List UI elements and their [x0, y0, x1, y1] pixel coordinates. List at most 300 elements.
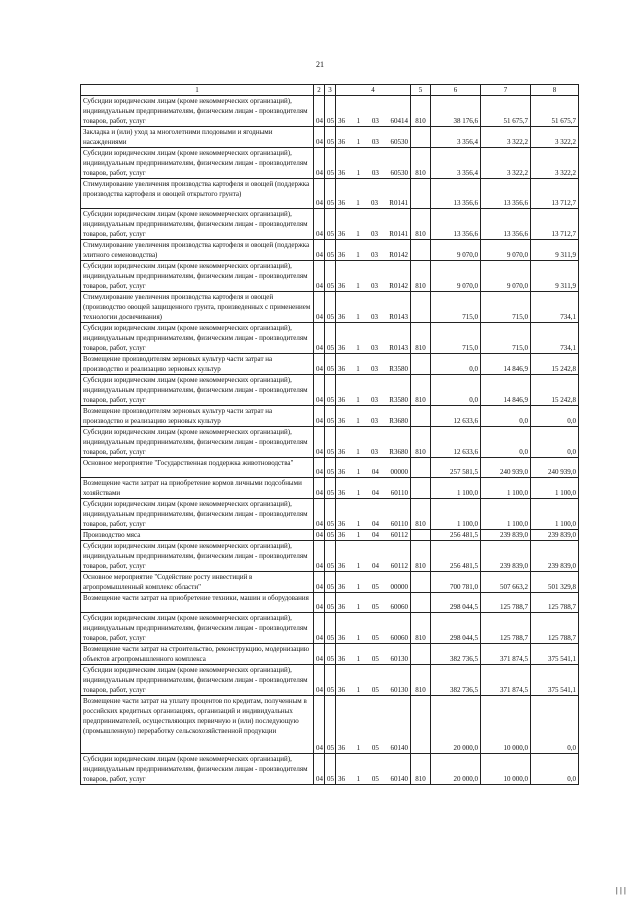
section-code-cell: 04	[314, 148, 325, 179]
target-code-cell	[336, 665, 411, 696]
expense-type-cell: 810	[411, 209, 431, 240]
table-row	[81, 406, 579, 427]
section-code-cell: 04	[314, 458, 325, 478]
subsection-code-cell: 05	[325, 499, 336, 530]
table-row	[81, 127, 579, 148]
amount-year2-cell: 14 846,9	[481, 375, 531, 406]
expense-type-cell	[411, 240, 431, 261]
table-row	[81, 240, 579, 261]
amount-year2-cell: 3 322,2	[481, 127, 531, 148]
target-code-part: 36	[338, 744, 345, 752]
subsection-code-cell: 05	[325, 754, 336, 785]
amount-year3-cell: 734,1	[531, 292, 579, 323]
amount-year3-cell: 1 100,0	[531, 478, 579, 499]
target-code-part: R3680	[389, 417, 408, 425]
target-code-part: 36	[338, 230, 345, 238]
amount-year3-cell: 3 322,2	[531, 148, 579, 179]
amount-year3-cell: 15 242,8	[531, 354, 579, 375]
table-row	[81, 613, 579, 644]
target-code-cell	[336, 478, 411, 499]
target-code-part: 36	[338, 686, 345, 694]
amount-year1-cell: 298 044,5	[431, 613, 481, 644]
section-code-cell: 04	[314, 613, 325, 644]
row-name-cell: Субсидии юридическим лицам (кроме некоммерческих организаций), индивидуальным предпринимателям, физическим лицам - производителям товаров, работ, услуг	[81, 323, 314, 354]
expense-type-cell: 810	[411, 613, 431, 644]
target-code-part: 60140	[390, 775, 408, 783]
amount-year2-cell: 715,0	[481, 323, 531, 354]
table-row	[81, 179, 579, 209]
target-code-part: 03	[371, 396, 379, 404]
amount-year3-cell: 375 541,1	[531, 644, 579, 665]
subsection-code-cell: 05	[325, 354, 336, 375]
amount-year2-cell: 125 788,7	[481, 613, 531, 644]
target-code-part: 36	[338, 396, 345, 404]
target-code-part: 60130	[390, 686, 408, 694]
amount-year1-cell: 3 356,4	[431, 127, 481, 148]
target-code-part: 60140	[390, 744, 408, 752]
row-name-cell: Субсидии юридическим лицам (кроме некоммерческих организаций), индивидуальным предпринимателям, физическим лицам - производителям товаров, работ, услуг	[81, 209, 314, 240]
target-code-part: 03	[371, 365, 379, 373]
section-code-cell: 04	[314, 292, 325, 323]
target-code-part: 60112	[390, 562, 408, 570]
target-code-part: 1	[356, 531, 361, 539]
target-code-cell	[336, 593, 411, 613]
target-code-part: 1	[356, 468, 361, 476]
target-code-part: 1	[356, 686, 361, 694]
target-code-part: 36	[338, 448, 345, 456]
amount-year2-cell: 371 874,5	[481, 644, 531, 665]
amount-year2-cell: 1 100,0	[481, 499, 531, 530]
section-code-cell: 04	[314, 572, 325, 593]
target-code-part: 60110	[390, 520, 408, 528]
amount-year2-cell: 10 000,0	[481, 696, 531, 754]
target-code-part: 03	[371, 448, 379, 456]
amount-year3-cell: 3 322,2	[531, 127, 579, 148]
target-code-part: R3680	[389, 448, 408, 456]
target-code-part: 03	[371, 417, 379, 425]
row-name-cell: Субсидии юридическим лицам (кроме некоммерческих организаций), индивидуальным предпринимателям, физическим лицам - производителям товаров, работ, услуг	[81, 375, 314, 406]
section-code-cell: 04	[314, 354, 325, 375]
subsection-code-cell: 05	[325, 572, 336, 593]
section-code-cell: 04	[314, 209, 325, 240]
amount-year2-cell: 51 675,7	[481, 96, 531, 127]
section-code-cell: 04	[314, 499, 325, 530]
target-code-part: R3580	[389, 396, 408, 404]
amount-year1-cell: 256 481,5	[431, 530, 481, 541]
row-name-cell: Производство мяса	[81, 530, 314, 541]
target-code-part: R0143	[389, 344, 408, 352]
expense-type-cell: 810	[411, 665, 431, 696]
expense-type-cell	[411, 179, 431, 209]
subsection-code-cell: 05	[325, 541, 336, 572]
subsection-code-cell: 05	[325, 458, 336, 478]
expense-type-cell	[411, 530, 431, 541]
subsection-code-cell: 05	[325, 127, 336, 148]
expense-type-cell: 810	[411, 96, 431, 127]
row-name-cell: Субсидии юридическим лицам (кроме некоммерческих организаций), индивидуальным предпринимателям, физическим лицам - производителям товаров, работ, услуг	[81, 499, 314, 530]
row-name-cell: Возмещение части затрат на приобретение техники, машин и оборудования	[81, 593, 314, 613]
expense-type-cell	[411, 458, 431, 478]
target-code-part: 1	[356, 634, 361, 642]
amount-year3-cell: 1 100,0	[531, 499, 579, 530]
row-name-cell: Субсидии юридическим лицам (кроме некоммерческих организаций), индивидуальным предпринимателям, физическим лицам - производителям товаров, работ, услуг	[81, 665, 314, 696]
amount-year1-cell: 382 736,5	[431, 644, 481, 665]
amount-year2-cell: 14 846,9	[481, 354, 531, 375]
target-code-part: 05	[371, 603, 379, 611]
column-header: 8	[531, 85, 579, 96]
row-name-cell: Возмещение части затрат на уплату процентов по кредитам, полученным в российских кредитных организациях, организаций и индивидуальных предпринимателей, осуществляющих первичную и (или) последующую (промышленную) переработку сельскохозяйственной продукции	[81, 696, 314, 754]
target-code-part: 36	[338, 313, 345, 321]
amount-year3-cell: 15 242,8	[531, 375, 579, 406]
subsection-code-cell: 05	[325, 406, 336, 427]
amount-year1-cell: 700 781,0	[431, 572, 481, 593]
target-code-cell	[336, 240, 411, 261]
row-name-cell: Возмещение производителям зерновых культур части затрат на производство и реализацию зерновых культур	[81, 406, 314, 427]
amount-year3-cell: 240 939,0	[531, 458, 579, 478]
target-code-part: 36	[338, 138, 345, 146]
target-code-part: 36	[338, 562, 345, 570]
target-code-part: 1	[356, 448, 360, 456]
amount-year3-cell: 734,1	[531, 323, 579, 354]
table-row	[81, 354, 579, 375]
target-code-part: 36	[338, 169, 345, 177]
expense-type-cell: 810	[411, 427, 431, 458]
target-code-cell	[336, 261, 411, 292]
row-name-cell: Стимулирование увеличения производства картофеля и овощей (поддержка производства картофеля и овощей открытого грунта)	[81, 179, 314, 209]
amount-year1-cell: 1 100,0	[431, 478, 481, 499]
amount-year2-cell: 0,0	[481, 406, 531, 427]
subsection-code-cell: 05	[325, 292, 336, 323]
amount-year3-cell: 239 839,0	[531, 530, 579, 541]
row-name-cell: Возмещение части затрат на строительство, реконструкцию, модернизацию объектов агропромышленного комплекса	[81, 644, 314, 665]
subsection-code-cell: 05	[325, 644, 336, 665]
target-code-part: 03	[371, 199, 379, 207]
table-row	[81, 499, 579, 530]
expense-type-cell	[411, 644, 431, 665]
target-code-part: 1	[356, 603, 361, 611]
target-code-part: 05	[371, 634, 379, 642]
target-code-cell	[336, 148, 411, 179]
target-code-part: 60112	[390, 531, 408, 539]
column-header: 7	[481, 85, 531, 96]
target-code-cell	[336, 541, 411, 572]
row-name-cell: Стимулирование увеличения производства картофеля и овощей (поддержка элитного семеноводства)	[81, 240, 314, 261]
expense-type-cell: 810	[411, 375, 431, 406]
expense-type-cell	[411, 478, 431, 499]
row-name-cell: Субсидии юридическим лицам (кроме некоммерческих организаций), индивидуальным предпринимателям, физическим лицам - производителям товаров, работ, услуг	[81, 148, 314, 179]
target-code-part: R0142	[389, 282, 408, 290]
target-code-cell	[336, 644, 411, 665]
target-code-part: 1	[356, 520, 361, 528]
row-name-cell: Субсидии юридическим лицам (кроме некоммерческих организаций), индивидуальным предпринимателям, физическим лицам - производителям товаров, работ, услуг	[81, 261, 314, 292]
expense-type-cell	[411, 572, 431, 593]
section-code-cell: 04	[314, 478, 325, 499]
amount-year3-cell: 239 839,0	[531, 541, 579, 572]
target-code-part: 1	[356, 583, 361, 591]
target-code-part: 36	[338, 603, 345, 611]
amount-year1-cell: 20 000,0	[431, 754, 481, 785]
amount-year3-cell: 0,0	[531, 696, 579, 754]
amount-year1-cell: 12 633,6	[431, 406, 481, 427]
amount-year2-cell: 125 788,7	[481, 593, 531, 613]
amount-year1-cell: 715,0	[431, 323, 481, 354]
table-row	[81, 754, 579, 785]
target-code-part: 36	[338, 417, 345, 425]
column-header: 5	[411, 85, 431, 96]
target-code-part: 04	[372, 562, 379, 570]
section-code-cell: 04	[314, 541, 325, 572]
target-code-part: 60530	[390, 138, 408, 146]
amount-year2-cell: 13 356,6	[481, 179, 531, 209]
target-code-part: 05	[371, 686, 379, 694]
target-code-cell	[336, 613, 411, 644]
target-code-cell	[336, 292, 411, 323]
amount-year2-cell: 715,0	[481, 292, 531, 323]
amount-year1-cell: 13 356,6	[431, 209, 481, 240]
row-name-cell: Основное мероприятие "Содействие росту инвестиций в агропромышленный комплекс области"	[81, 572, 314, 593]
table-row	[81, 427, 579, 458]
row-name-cell: Закладка и (или) уход за многолетними плодовыми и ягодными насаждениями	[81, 127, 314, 148]
target-code-part: 36	[338, 344, 345, 352]
row-name-cell: Субсидии юридическим лицам (кроме некоммерческих организаций), индивидуальным предпринимателям, физическим лицам - производителям товаров, работ, услуг	[81, 427, 314, 458]
target-code-part: 36	[338, 468, 345, 476]
target-code-part: 1	[356, 117, 361, 125]
amount-year1-cell: 20 000,0	[431, 696, 481, 754]
target-code-part: 60130	[390, 655, 408, 663]
amount-year3-cell: 0,0	[531, 427, 579, 458]
target-code-part: 1	[356, 489, 361, 497]
target-code-cell	[336, 354, 411, 375]
target-code-part: 1	[356, 744, 361, 752]
target-code-part: 60060	[390, 603, 408, 611]
table-row	[81, 209, 579, 240]
section-code-cell: 04	[314, 96, 325, 127]
target-code-part: 1	[356, 138, 361, 146]
table-row	[81, 478, 579, 499]
amount-year3-cell: 9 311,9	[531, 261, 579, 292]
section-code-cell: 04	[314, 427, 325, 458]
subsection-code-cell: 05	[325, 148, 336, 179]
subsection-code-cell: 05	[325, 323, 336, 354]
amount-year2-cell: 3 322,2	[481, 148, 531, 179]
target-code-part: 03	[371, 117, 379, 125]
amount-year3-cell: 501 329,8	[531, 572, 579, 593]
table-row	[81, 541, 579, 572]
target-code-part: 03	[371, 169, 379, 177]
amount-year1-cell: 9 070,0	[431, 240, 481, 261]
target-code-part: 03	[371, 230, 379, 238]
budget-table	[80, 84, 579, 785]
target-code-cell	[336, 499, 411, 530]
target-code-cell	[336, 458, 411, 478]
target-code-cell	[336, 427, 411, 458]
table-row	[81, 696, 579, 754]
target-code-part: 03	[371, 251, 379, 259]
column-header: 3	[325, 85, 336, 96]
table-body	[81, 96, 579, 785]
target-code-part: 36	[338, 117, 345, 125]
section-code-cell: 04	[314, 127, 325, 148]
amount-year3-cell: 9 311,9	[531, 240, 579, 261]
amount-year1-cell: 12 633,6	[431, 427, 481, 458]
amount-year3-cell: 125 788,7	[531, 613, 579, 644]
amount-year1-cell: 298 044,5	[431, 593, 481, 613]
expense-type-cell: 810	[411, 323, 431, 354]
section-code-cell: 04	[314, 530, 325, 541]
amount-year2-cell: 1 100,0	[481, 478, 531, 499]
column-header: 6	[431, 85, 481, 96]
row-name-cell: Возмещение части затрат на приобретение кормов личными подсобными хозяйствами	[81, 478, 314, 499]
target-code-part: 04	[372, 520, 379, 528]
target-code-part: R0143	[389, 313, 408, 321]
row-name-cell: Стимулирование увеличения производства картофеля и овощей (производство овощей защищенного грунта, произведенных с применением технологии досвечивания)	[81, 292, 314, 323]
target-code-part: 1	[356, 199, 360, 207]
amount-year1-cell: 715,0	[431, 292, 481, 323]
section-code-cell: 04	[314, 665, 325, 696]
table-header	[81, 85, 579, 96]
target-code-cell	[336, 375, 411, 406]
amount-year1-cell: 257 581,5	[431, 458, 481, 478]
subsection-code-cell: 05	[325, 179, 336, 209]
column-header: 4	[336, 85, 411, 96]
target-code-part: 1	[356, 562, 361, 570]
section-code-cell: 04	[314, 323, 325, 354]
target-code-part: 04	[372, 489, 379, 497]
subsection-code-cell: 05	[325, 209, 336, 240]
target-code-part: R0142	[389, 251, 408, 259]
target-code-part: 60110	[390, 489, 408, 497]
target-code-part: 04	[372, 531, 379, 539]
subsection-code-cell: 05	[325, 478, 336, 499]
target-code-cell	[336, 323, 411, 354]
expense-type-cell	[411, 696, 431, 754]
expense-type-cell	[411, 127, 431, 148]
amount-year1-cell: 256 481,5	[431, 541, 481, 572]
amount-year3-cell: 13 712,7	[531, 209, 579, 240]
amount-year1-cell: 0,0	[431, 375, 481, 406]
target-code-part: 36	[338, 655, 345, 663]
target-code-part: 36	[338, 583, 345, 591]
section-code-cell: 04	[314, 593, 325, 613]
subsection-code-cell: 05	[325, 375, 336, 406]
column-header: 1	[81, 85, 314, 96]
target-code-part: 05	[371, 655, 379, 663]
target-code-part: 1	[356, 251, 360, 259]
amount-year3-cell: 0,0	[531, 754, 579, 785]
amount-year1-cell: 1 100,0	[431, 499, 481, 530]
target-code-part: 03	[371, 138, 379, 146]
row-name-cell: Возмещение производителям зерновых культур части затрат на производство и реализацию зерновых культур	[81, 354, 314, 375]
target-code-cell	[336, 406, 411, 427]
amount-year2-cell: 10 000,0	[481, 754, 531, 785]
amount-year2-cell: 371 874,5	[481, 665, 531, 696]
amount-year1-cell: 382 736,5	[431, 665, 481, 696]
amount-year2-cell: 13 356,6	[481, 209, 531, 240]
target-code-part: 05	[371, 583, 379, 591]
target-code-part: 60530	[390, 169, 408, 177]
target-code-part: 1	[356, 365, 360, 373]
amount-year3-cell: 0,0	[531, 406, 579, 427]
table-row	[81, 572, 579, 593]
amount-year2-cell: 240 939,0	[481, 458, 531, 478]
expense-type-cell: 810	[411, 541, 431, 572]
subsection-code-cell: 05	[325, 593, 336, 613]
subsection-code-cell: 05	[325, 613, 336, 644]
target-code-cell	[336, 209, 411, 240]
amount-year2-cell: 507 663,2	[481, 572, 531, 593]
table-row	[81, 96, 579, 127]
target-code-part: 36	[338, 199, 345, 207]
subsection-code-cell: 05	[325, 427, 336, 458]
target-code-part: 1	[356, 282, 360, 290]
amount-year2-cell: 0,0	[481, 427, 531, 458]
table-row	[81, 323, 579, 354]
expense-type-cell	[411, 593, 431, 613]
target-code-cell	[336, 754, 411, 785]
target-code-part: 1	[356, 396, 360, 404]
amount-year3-cell: 13 712,7	[531, 179, 579, 209]
table-row	[81, 665, 579, 696]
target-code-cell	[336, 127, 411, 148]
amount-year2-cell: 239 839,0	[481, 541, 531, 572]
row-name-cell: Субсидии юридическим лицам (кроме некоммерческих организаций), индивидуальным предпринимателям, физическим лицам - производителям товаров, работ, услуг	[81, 541, 314, 572]
target-code-part: 36	[338, 282, 345, 290]
target-code-cell	[336, 696, 411, 754]
column-header: 2	[314, 85, 325, 96]
target-code-part: 60060	[390, 634, 408, 642]
target-code-part: 1	[356, 344, 360, 352]
section-code-cell: 04	[314, 406, 325, 427]
target-code-part: 03	[371, 344, 379, 352]
target-code-part: 36	[338, 365, 345, 373]
target-code-part: 05	[371, 744, 379, 752]
amount-year1-cell: 0,0	[431, 354, 481, 375]
expense-type-cell	[411, 354, 431, 375]
amount-year1-cell: 13 356,6	[431, 179, 481, 209]
subsection-code-cell: 05	[325, 665, 336, 696]
amount-year1-cell: 38 176,6	[431, 96, 481, 127]
amount-year2-cell: 9 070,0	[481, 261, 531, 292]
table-row	[81, 148, 579, 179]
target-code-part: 1	[356, 775, 361, 783]
section-code-cell: 04	[314, 696, 325, 754]
amount-year1-cell: 9 070,0	[431, 261, 481, 292]
table-row	[81, 458, 579, 478]
target-code-cell	[336, 96, 411, 127]
table-row	[81, 292, 579, 323]
row-name-cell: Субсидии юридическим лицам (кроме некоммерческих организаций), индивидуальным предпринимателям, физическим лицам - производителям товаров, работ, услуг	[81, 96, 314, 127]
target-code-part: 36	[338, 489, 345, 497]
target-code-part: 1	[356, 655, 361, 663]
section-code-cell: 04	[314, 375, 325, 406]
target-code-part: 00000	[390, 583, 408, 591]
target-code-part: 05	[371, 775, 379, 783]
table-row	[81, 593, 579, 613]
target-code-part: 1	[356, 230, 360, 238]
target-code-part: 04	[371, 468, 379, 476]
expense-type-cell: 810	[411, 148, 431, 179]
target-code-part: R0141	[389, 230, 408, 238]
target-code-part: 36	[338, 520, 345, 528]
section-code-cell: 04	[314, 644, 325, 665]
subsection-code-cell: 05	[325, 240, 336, 261]
row-name-cell: Субсидии юридическим лицам (кроме некоммерческих организаций), индивидуальным предпринимателям, физическим лицам - производителям товаров, работ, услуг	[81, 754, 314, 785]
table-row	[81, 375, 579, 406]
amount-year3-cell: 375 541,1	[531, 665, 579, 696]
table-row	[81, 530, 579, 541]
expense-type-cell	[411, 292, 431, 323]
target-code-part: 36	[338, 775, 345, 783]
